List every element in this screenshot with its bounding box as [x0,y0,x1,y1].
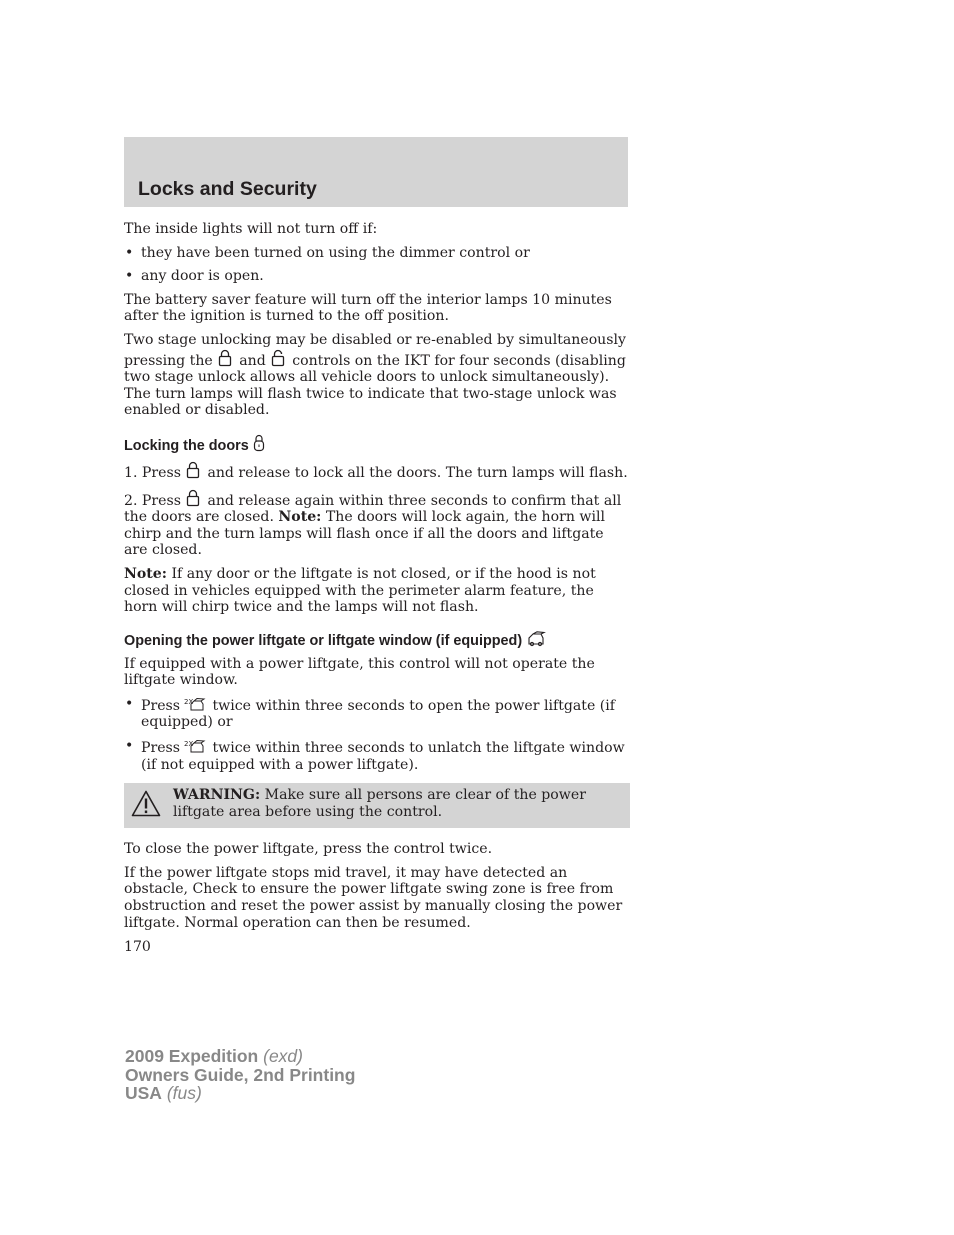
two-stage-and: and [239,352,266,369]
locking-step-2 [124,489,630,559]
lock-icon [185,461,201,479]
list-item [124,245,630,262]
two-stage-part2: controls on the IKT for four seconds (disabling two stage unlock allows all vehicle doors to unlock simultaneously). The turn lamps will flash twice to indicate that two-stage unlock was enabled or disabled. [124,352,626,419]
footer-model: 2009 Expedition [125,1046,259,1066]
list-item [124,738,630,773]
bullet-dot: • [125,738,134,755]
note-label: Note: [124,565,167,582]
svg-text:2X: 2X [184,697,194,706]
liftgate-bullet-1-text: twice within three seconds to open the power liftgate (if equipped) or [141,697,615,731]
section-title: Locks and Security [138,178,317,200]
locking-heading-text: Locking the doors [124,437,249,454]
liftgate-icon [526,631,546,647]
lock-icon [253,434,265,452]
intro-text: The inside lights will not turn off if: [124,221,378,237]
footer-market-code: (fus) [166,1083,202,1103]
step-1-text: and release to lock all the doors. The turn lamps will flash. [207,464,628,481]
step-2-prefix: 2. Press [124,492,181,509]
footer-market: USA [125,1083,162,1103]
step-2-note: The doors will lock again, the horn will chirp and the turn lamps will flash once if all the doors and liftgate are closed. [124,509,605,559]
close-liftgate-text: To close the power liftgate, press the control twice. [124,841,493,858]
lock-icon [217,349,233,367]
warning-label: WARNING: [173,787,261,804]
liftgate-stops-text: If the power liftgate stops mid travel, it may have detected an obstacle, Check to ensure the power liftgate swing zone is free from obstruction and reset the power assist by manually closing the power liftgate. Normal operation can then be resumed. [124,864,623,931]
step-1-prefix: 1. Press [124,464,181,481]
liftgate-bullet-2-text: twice within three seconds to unlatch the liftgate window (if not equipped with a power liftgate). [141,740,625,773]
liftgate-bullet-1-prefix: Press [141,697,181,714]
liftgate-icon [184,738,206,754]
liftgate-intro: If equipped with a power liftgate, this control will not operate the liftgate window. [124,655,595,689]
warning-triangle-icon [131,790,161,822]
step-2-text: and release again within three seconds to confirm that all the doors are closed. [124,492,622,526]
page-number: 170 [124,939,151,956]
battery-saver-text: The battery saver feature will turn off the interior lamps 10 minutes after the ignition is turned to the off position. [124,291,612,325]
two-stage-paragraph [124,332,630,419]
footer-model-code: (exd) [263,1046,303,1066]
list-item-text: any door is open. [141,268,264,285]
locking-step-1 [124,461,630,482]
bullet-dot: • [125,695,134,712]
footer-line-3 [125,1084,355,1103]
liftgate-heading-text: Opening the power liftgate or liftgate window (if equipped) [124,632,523,649]
warning-box [124,783,630,828]
unlock-icon [270,349,286,367]
list-item [124,268,630,285]
footer-line-2: Owners Guide, 2nd Printing [125,1064,356,1085]
page-content [124,221,630,956]
bullet-dot: • [125,244,134,261]
section-header-band [124,137,628,207]
list-item [124,696,630,731]
lock-icon [185,489,201,507]
footer-line-1 [125,1047,355,1066]
bullet-dot: • [125,268,134,285]
svg-text:2X: 2X [184,740,194,749]
two-stage-part1: Two stage unlocking may be disabled or re-enabled by simultaneously pressing the [124,331,626,369]
step-2-note-label: Note: [278,509,322,526]
liftgate-icon [184,696,206,712]
liftgate-bullet-2-prefix: Press [141,740,181,757]
warning-text: Make sure all persons are clear of the power liftgate area before using the control. [173,787,586,820]
locking-note [124,566,630,616]
footer [125,1047,355,1103]
note-text: If any door or the liftgate is not closed, or if the hood is not closed in vehicles equipped with the perimeter alarm feature, the horn will chirp twice and the lamps will not flash. [124,565,596,616]
locking-heading [124,434,630,455]
liftgate-heading [124,631,630,650]
list-item-text: they have been turned on using the dimmer control or [141,244,530,261]
